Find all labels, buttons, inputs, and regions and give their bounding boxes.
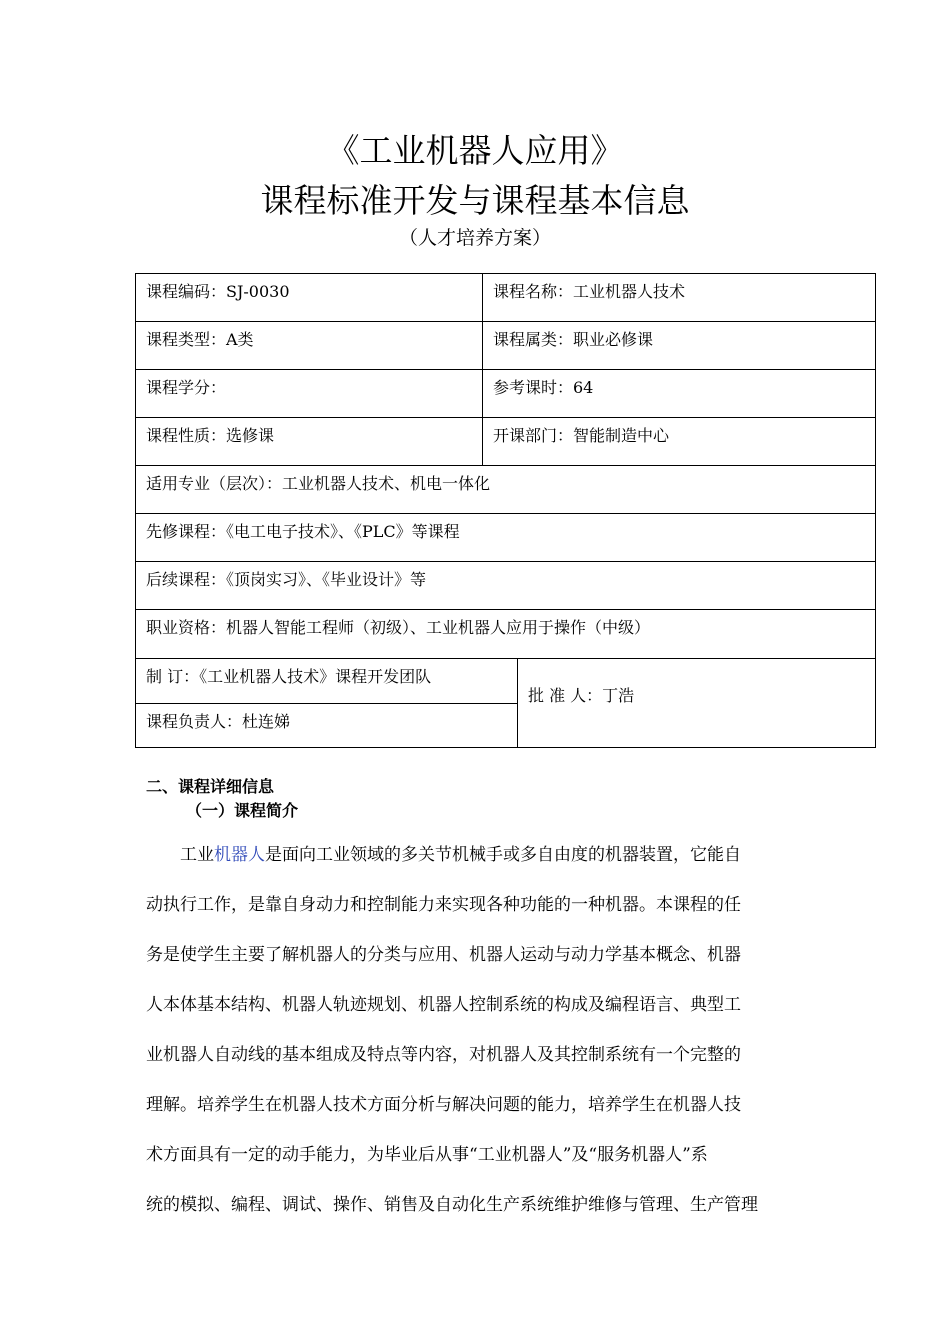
- section-heading: 二、课程详细信息: [146, 777, 275, 796]
- intro-text: 是面向工业领域的多关节机械手或多自由度的机器装置，它能自: [265, 845, 741, 865]
- paragraph-line: 业机器人自动线的基本组成及特点等内容，对机器人及其控制系统有一个完整的: [146, 1045, 741, 1065]
- formulated-by-cell: 制 订：《工业机器人技术》课程开发团队: [136, 659, 517, 704]
- reference-hours-cell: 参考课时：64: [493, 378, 594, 397]
- paragraph-line: 理解。培养学生在机器人技术方面分析与解决问题的能力，培养学生在机器人技: [146, 1095, 741, 1115]
- course-type-cell: 课程类型：A类: [146, 330, 254, 349]
- paragraph-line: 务是使学生主要了解机器人的分类与应用、机器人运动与动力学基本概念、机器: [146, 945, 741, 965]
- prerequisites-cell: 先修课程：《电工电子技术》、《PLC》等课程: [146, 522, 460, 541]
- course-name-cell: 课程名称：工业机器人技术: [493, 282, 686, 301]
- table-row: [136, 514, 875, 562]
- course-intro-paragraph: [146, 830, 810, 1230]
- approver-cell: 批 准 人：丁浩: [528, 686, 635, 705]
- intro-text: 工业: [180, 845, 214, 865]
- applicable-major-cell: 适用专业（层次）：工业机器人技术、机电一体化: [146, 474, 491, 493]
- table-row: [136, 370, 875, 418]
- table-row: [136, 466, 875, 514]
- paragraph-line: 术方面具有一定的动手能力，为毕业后从事“工业机器人”及“服务机器人”系: [146, 1145, 708, 1165]
- table-row: [136, 562, 875, 610]
- department-cell: 开课部门：智能制造中心: [493, 426, 670, 445]
- course-nature-cell: 课程性质：选修课: [146, 426, 275, 445]
- qualification-cell: 职业资格：机器人智能工程师（初级）、工业机器人应用于操作（中级）: [146, 618, 651, 637]
- document-subtitle: （人才培养方案）: [398, 227, 551, 249]
- robot-link[interactable]: 机器人: [214, 845, 265, 865]
- credits-cell: 课程学分：: [146, 378, 227, 397]
- table-row: [136, 610, 875, 659]
- paragraph-line: 动执行工作，是靠自身动力和控制能力来实现各种功能的一种机器。本课程的任: [146, 895, 741, 915]
- table-row: [136, 322, 875, 370]
- section-subheading: （一）课程简介: [186, 801, 299, 820]
- follow-up-cell: 后续课程：《顶岗实习》、《毕业设计》等: [146, 570, 427, 589]
- course-category-cell: 课程属类：职业必修课: [493, 330, 654, 349]
- paragraph-line: 统的模拟、编程、调试、操作、销售及自动化生产系统维护维修与管理、生产管理: [146, 1195, 758, 1215]
- course-code-cell: 课程编码：SJ-0030: [146, 282, 290, 301]
- paragraph-line: [146, 830, 810, 880]
- course-leader-cell: 课程负责人：杜连娣: [146, 712, 291, 731]
- table-row: [136, 274, 875, 322]
- table-row: [136, 418, 875, 466]
- document-title-line2: 课程标准开发与课程基本信息: [260, 181, 690, 220]
- signature-block: [136, 659, 875, 747]
- course-info-table: [135, 273, 876, 748]
- paragraph-line: 人本体基本结构、机器人轨迹规划、机器人控制系统的构成及编程语言、典型工: [146, 995, 741, 1015]
- document-title: 《工业机器人应用》: [326, 131, 624, 170]
